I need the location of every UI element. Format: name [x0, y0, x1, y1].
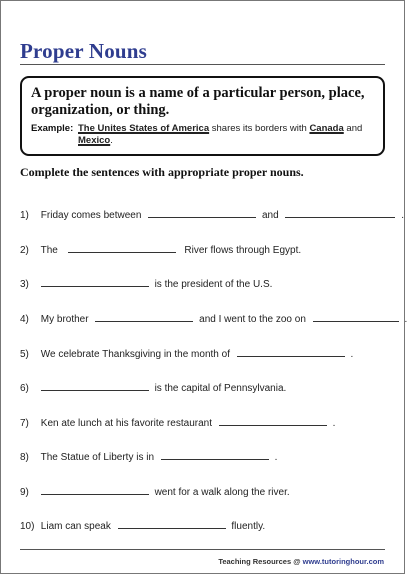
question-number: 3)	[20, 279, 29, 290]
question-text: .	[401, 210, 404, 221]
example-middle: shares its borders with	[209, 123, 310, 134]
question-text: Liam can speak	[40, 521, 111, 532]
question-6	[20, 381, 286, 395]
question-text: went for a walk along the river.	[154, 487, 290, 498]
question-number: 1)	[20, 210, 29, 221]
example-term-canada: Canada	[309, 123, 344, 134]
question-number: 6)	[20, 383, 29, 394]
answer-blank[interactable]	[219, 416, 327, 426]
question-text: My brother	[40, 314, 89, 325]
question-5	[20, 347, 353, 361]
page-title: Proper Nouns	[20, 39, 148, 63]
example-sentence	[78, 123, 378, 147]
definition-box	[20, 76, 385, 156]
question-9	[20, 485, 290, 499]
instruction-text: Complete the sentences with appropriate proper nouns.	[20, 165, 304, 179]
question-text: .	[274, 452, 278, 463]
question-3	[20, 277, 272, 291]
question-8	[20, 450, 277, 464]
question-text: .	[332, 418, 336, 429]
title-divider	[20, 64, 385, 65]
answer-blank[interactable]	[41, 277, 149, 287]
question-text: .	[404, 314, 407, 325]
question-text: is the capital of Pennsylvania.	[154, 383, 287, 394]
question-7	[20, 416, 335, 430]
question-number: 10)	[20, 521, 35, 532]
question-number: 7)	[20, 418, 29, 429]
answer-blank[interactable]	[68, 243, 176, 253]
definition-text: A proper noun is a name of a particular person, place, organization, or thing.	[31, 85, 365, 118]
question-text: We celebrate Thanksgiving in the month of	[40, 349, 230, 360]
example-term-usa: The Unites States of America	[78, 123, 210, 134]
example-end: .	[110, 135, 113, 146]
question-2	[20, 243, 301, 257]
footer-credit	[218, 557, 384, 566]
question-number: 4)	[20, 314, 29, 325]
question-text: fluently.	[231, 521, 266, 532]
question-1	[20, 208, 404, 222]
example-term-mexico: Mexico	[78, 135, 111, 146]
answer-blank[interactable]	[95, 312, 193, 322]
answer-blank[interactable]	[41, 485, 149, 495]
question-text: is the president of the U.S.	[154, 279, 273, 290]
footer-site-link[interactable]: www.tutoringhour.com	[302, 557, 384, 566]
question-text: .	[350, 349, 354, 360]
question-number: 2)	[20, 245, 29, 256]
answer-blank[interactable]	[161, 450, 269, 460]
question-text: The	[40, 245, 58, 256]
question-text: Ken ate lunch at his favorite restaurant	[40, 418, 212, 429]
example-label: Example:	[31, 123, 74, 134]
answer-blank[interactable]	[285, 208, 395, 218]
question-text: River flows through Egypt.	[184, 245, 302, 256]
answer-blank[interactable]	[118, 519, 226, 529]
answer-blank[interactable]	[237, 347, 345, 357]
question-number: 9)	[20, 487, 29, 498]
answer-blank[interactable]	[148, 208, 256, 218]
answer-blank[interactable]	[41, 381, 149, 391]
question-text: and I went to the zoo on	[199, 314, 306, 325]
example-and: and	[343, 123, 363, 134]
answer-blank[interactable]	[313, 312, 399, 322]
question-text: The Statue of Liberty is in	[40, 452, 155, 463]
footer-prefix: Teaching Resources @	[218, 557, 303, 566]
question-number: 5)	[20, 349, 29, 360]
footer-divider	[20, 549, 385, 550]
question-text: and	[261, 210, 279, 221]
question-10	[20, 519, 265, 533]
question-number: 8)	[20, 452, 29, 463]
question-text: Friday comes between	[40, 210, 142, 221]
question-4	[20, 312, 407, 326]
